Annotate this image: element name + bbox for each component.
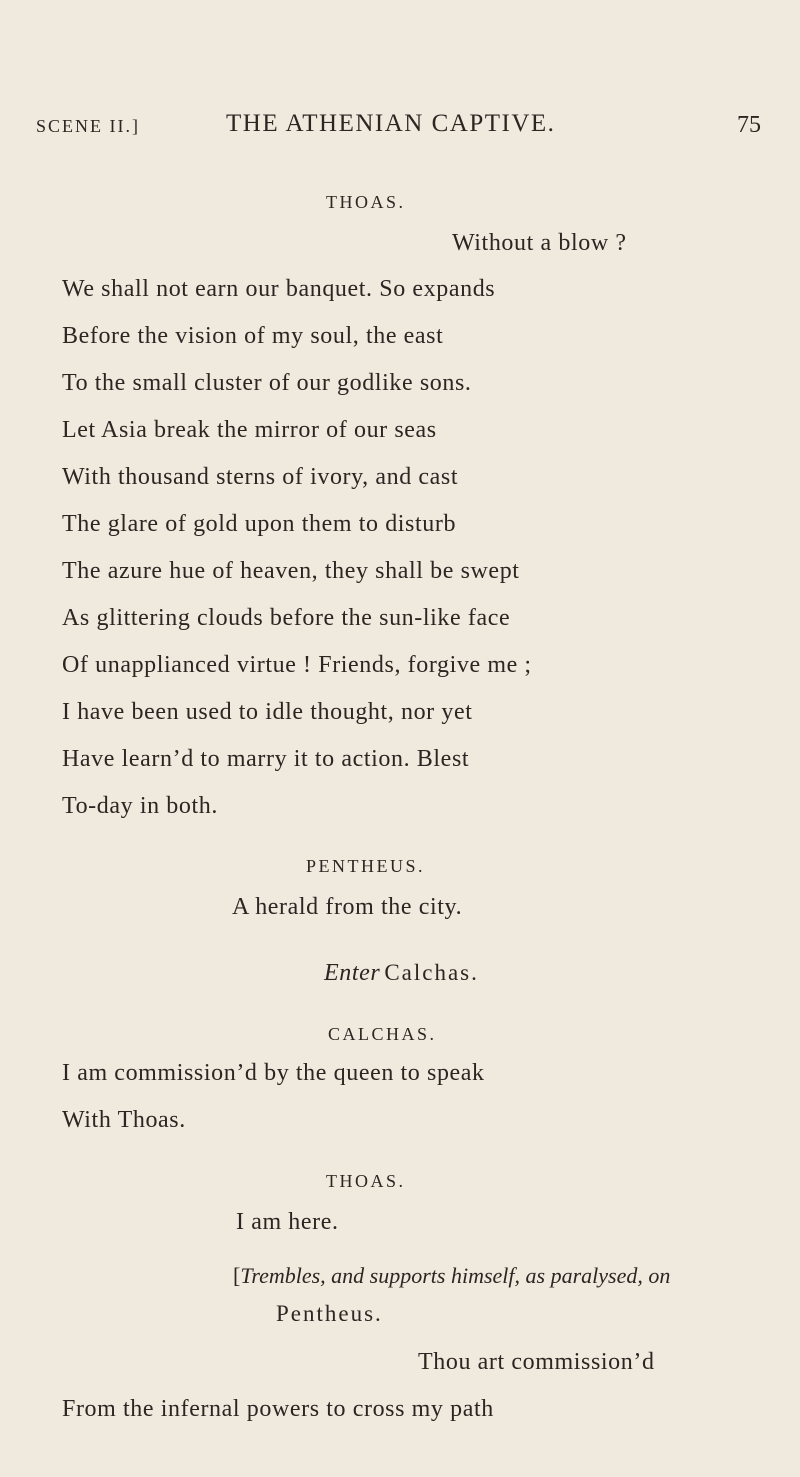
stage-direction bbox=[233, 1263, 670, 1289]
verse-line: Have learn’d to marry it to action. Blest bbox=[62, 746, 470, 772]
stage-direction-name: Pentheus. bbox=[276, 1301, 383, 1326]
stage-direction-text: Trembles, and supports himself, as paralysed, on bbox=[240, 1263, 671, 1288]
verse-line: To the small cluster of our godlike sons. bbox=[62, 370, 472, 396]
speaker-thoas: THOAS. bbox=[326, 192, 406, 212]
verse-line: To-day in both. bbox=[62, 793, 218, 819]
stage-direction-enter bbox=[324, 960, 479, 987]
stage-bracket: [ bbox=[233, 1263, 241, 1288]
verse-line: Let Asia break the mirror of our seas bbox=[62, 417, 437, 443]
verse-line: Before the vision of my soul, the east bbox=[62, 323, 444, 349]
verse-line: From the infernal powers to cross my path bbox=[62, 1396, 494, 1422]
stage-enter-name: Calchas. bbox=[384, 960, 479, 985]
verse-line: A herald from the city. bbox=[232, 894, 463, 920]
speaker-thoas: THOAS. bbox=[326, 1171, 406, 1191]
verse-line: We shall not earn our banquet. So expands bbox=[62, 276, 496, 302]
stage-enter-word: Enter bbox=[324, 960, 381, 986]
verse-line: Thou art commission’d bbox=[418, 1349, 655, 1375]
running-header-title: THE ATHENIAN CAPTIVE. bbox=[226, 110, 556, 137]
speaker-calchas: CALCHAS. bbox=[328, 1024, 437, 1044]
verse-line: The glare of gold upon them to disturb bbox=[62, 511, 457, 537]
verse-line: With Thoas. bbox=[62, 1107, 186, 1133]
verse-line: Without a blow ? bbox=[452, 230, 627, 256]
verse-line: I am commission’d by the queen to speak bbox=[62, 1060, 485, 1086]
verse-line: With thousand sterns of ivory, and cast bbox=[62, 464, 459, 490]
speaker-pentheus: PENTHEUS. bbox=[306, 856, 426, 876]
verse-line: The azure hue of heaven, they shall be swept bbox=[62, 558, 520, 584]
verse-line: I am here. bbox=[236, 1209, 339, 1235]
running-header-scene: SCENE II.] bbox=[36, 116, 140, 136]
verse-line: Of unapplianced virtue ! Friends, forgive me ; bbox=[62, 652, 532, 678]
page-number: 75 bbox=[737, 112, 761, 138]
verse-line: As glittering clouds before the sun-like face bbox=[62, 605, 511, 631]
verse-line: I have been used to idle thought, nor yet bbox=[62, 699, 473, 725]
